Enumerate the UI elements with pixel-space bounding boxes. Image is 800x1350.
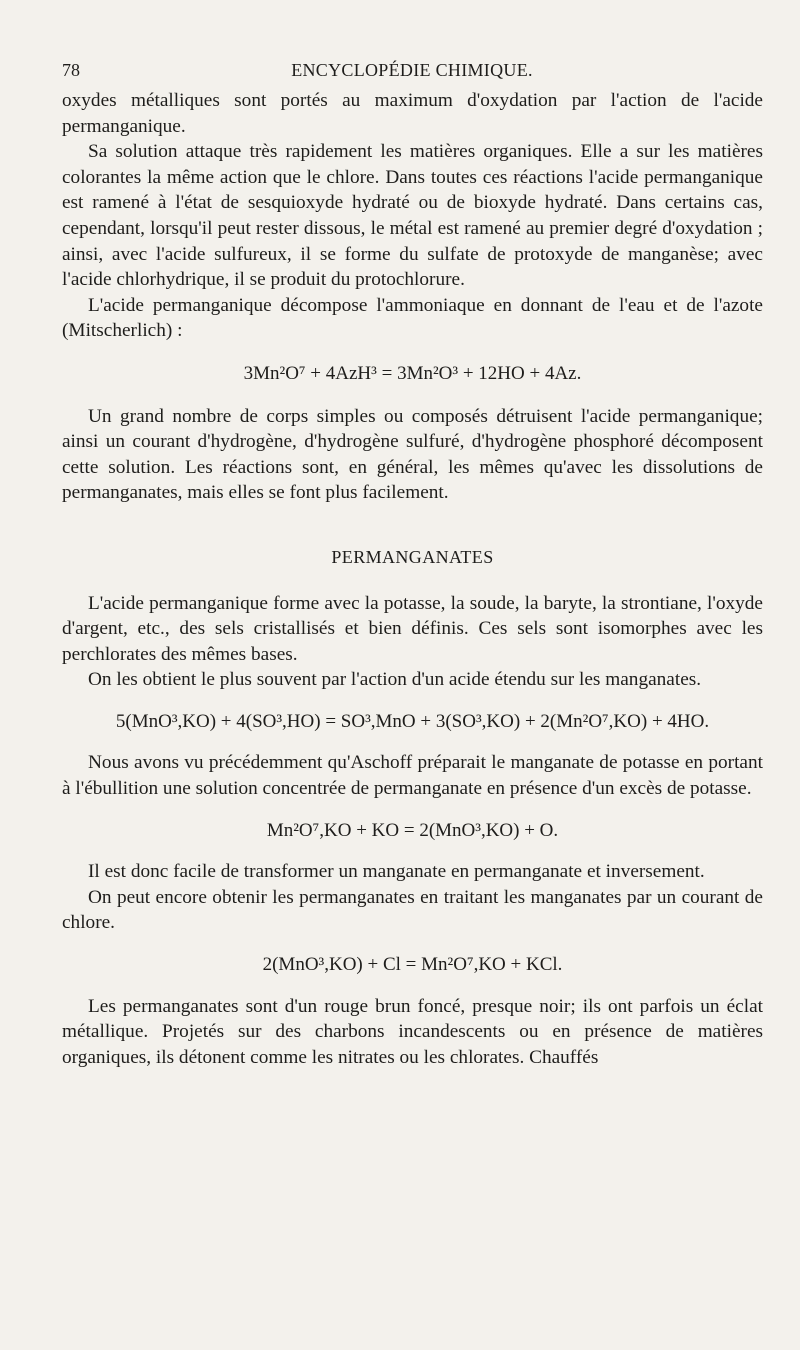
paragraph: Nous avons vu précédemment qu'Aschoff préparait le manganate de potasse en portant à l'ébullition une solution concentrée de permanganate en présence d'un excès de potasse. — [62, 752, 763, 800]
paragraph: L'acide permanganique forme avec la potasse, la soude, la baryte, la strontiane, l'oxyde d'argent, etc., des sels cristallisés et bien définis. Ces sels sont isomorphes avec les perchlorates des mêmes bases. — [62, 592, 763, 665]
paragraph: Un grand nombre de corps simples ou composés détruisent l'acide permanganique; ainsi un courant d'hydrogène, d'hydrogène sulfuré, d'hydrogène phosphoré décomposent cette solution. Les réactions sont, en général, les mêmes qu'avec les dissolutions de permanganates, mais elles se font plus facilement. — [62, 405, 763, 504]
equation: 2(MnO³,KO) + Cl = Mn²O⁷,KO + KCl. — [262, 954, 563, 976]
paragraph: On peut encore obtenir les permanganates en traitant les manganates par un courant de chlore. — [62, 886, 763, 934]
paragraph: Il est donc facile de transformer un manganate en permanganate et inversement. — [88, 861, 705, 883]
body-text — [62, 88, 763, 1070]
paragraph: Les permanganates sont d'un rouge brun foncé, presque noir; ils ont parfois un éclat métallique. Projetés sur des charbons incandescents ou en présence de matières organiques, ils détonent comme les nitrates ou les chlorates. Chauffés — [62, 995, 763, 1068]
running-title: ENCYCLOPÉDIE CHIMIQUE. — [291, 60, 533, 80]
running-head — [62, 60, 762, 84]
paragraph: On les obtient le plus souvent par l'action d'un acide étendu sur les manganates. — [88, 669, 702, 691]
equation: 5(MnO³,KO) + 4(SO³,HO) = SO³,MnO + 3(SO³,KO) + 2(Mn²O⁷,KO) + 4HO. — [115, 710, 710, 732]
paragraph: oxydes métalliques sont portés au maximum d'oxydation par l'action de l'acide permanganique. — [62, 90, 763, 137]
paragraph: Sa solution attaque très rapidement les matières organiques. Elle a sur les matières colorantes la même action que le chlore. Dans toutes ces réactions l'acide permanganique est ramené à l'état de sesquioxyde hydraté ou de bioxyde hydraté. Dans certains cas, cependant, lorsqu'il peut rester dissous, le métal est ramené au premier degré d'oxydation ; ainsi, avec l'acide sulfureux, il se forme du sulfate de protoxyde de manganèse; avec l'acide chlorhydrique, il se produit du protochlorure. — [62, 141, 763, 291]
equation: Mn²O⁷,KO + KO = 2(MnO³,KO) + O. — [266, 819, 559, 841]
paragraph: L'acide permanganique décompose l'ammoniaque en donnant de l'eau et de l'azote (Mitscherlich) : — [62, 294, 763, 342]
section-title: PERMANGANATES — [331, 546, 494, 567]
page-number: 78 — [62, 60, 80, 80]
equation: 3Mn²O⁷ + 4AzH³ = 3Mn²O³ + 12HO + 4Az. — [243, 362, 582, 384]
